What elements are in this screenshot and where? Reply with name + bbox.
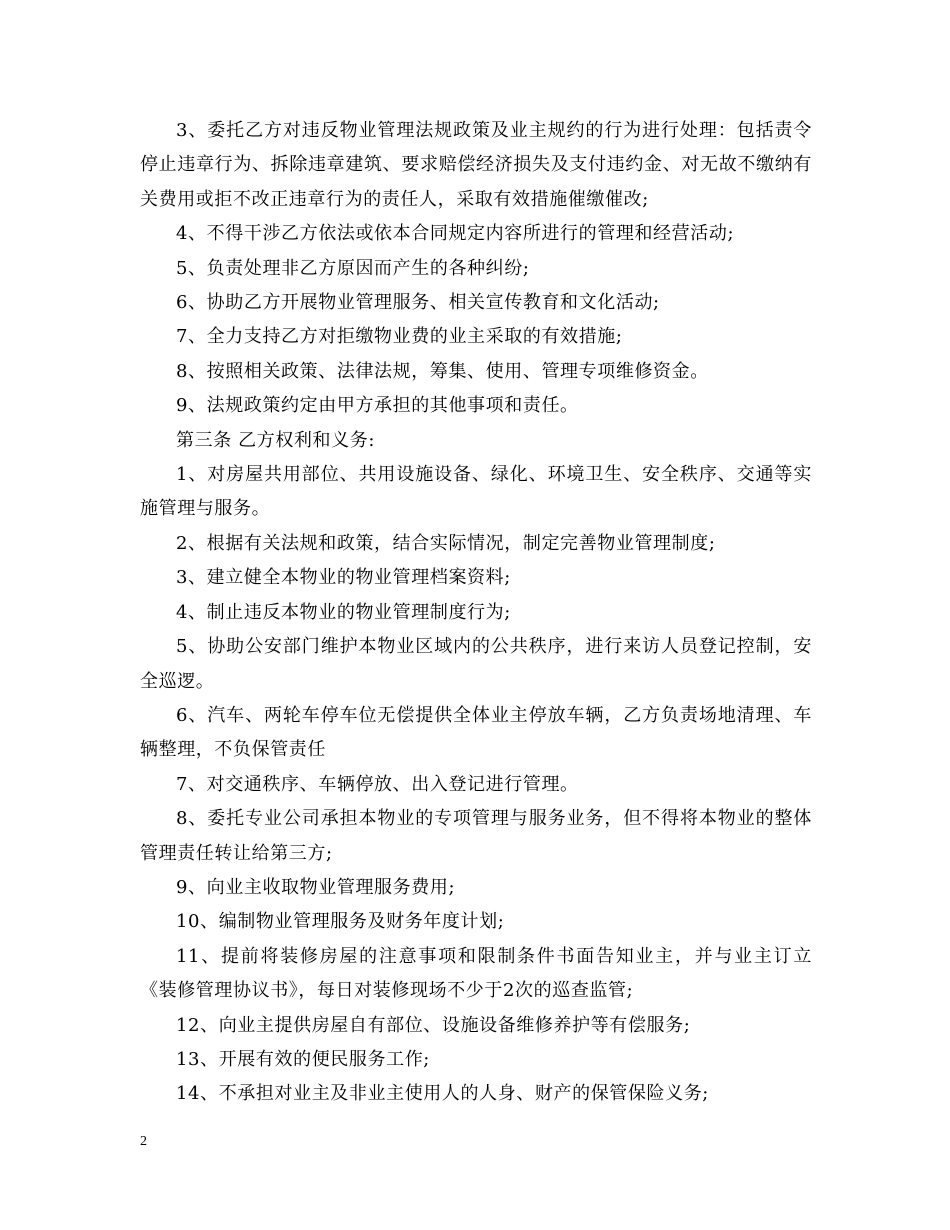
paragraph: 3、委托乙方对违反物业管理法规政策及业主规约的行为进行处理：包括责令停止违章行为、拆除违章建筑、要求赔偿经济损失及支付违约金、对无故不缴纳有关费用或拒不改正违章行为的责任人，采取有效措施催缴催改; <box>140 120 812 210</box>
paragraph: 2、根据有关法规和政策，结合实际情况，制定完善物业管理制度; <box>176 532 716 554</box>
paragraph: 7、对交通秩序、车辆停放、出入登记进行管理。 <box>176 773 579 795</box>
paragraph: 4、不得干涉乙方依法或依本合同规定内容所进行的管理和经营活动; <box>176 223 735 245</box>
paragraph: 5、协助公安部门维护本物业区域内的公共秩序，进行来访人员登记控制，安全巡逻。 <box>140 636 812 692</box>
paragraph: 13、开展有效的便民服务工作; <box>176 1048 430 1070</box>
paragraph: 5、负责处理非乙方原因而产生的各种纠纷; <box>176 257 530 279</box>
paragraph: 8、委托专业公司承担本物业的专项管理与服务业务，但不得将本物业的整体管理责任转让给第三方; <box>140 808 812 864</box>
paragraph: 9、法规政策约定由甲方承担的其他事项和责任。 <box>176 395 579 417</box>
paragraph: 14、不承担对业主及非业主使用人的人身、财产的保管保险义务; <box>176 1083 709 1105</box>
section-heading: 第三条 乙方权利和义务: <box>176 429 375 451</box>
paragraph: 7、全力支持乙方对拒缴物业费的业主采取的有效措施; <box>176 326 623 348</box>
paragraph: 1、对房屋共用部位、共用设施设备、绿化、环境卫生、安全秩序、交通等实施管理与服务。 <box>140 464 812 520</box>
paragraph: 6、协助乙方开展物业管理服务、相关宣传教育和文化活动; <box>176 292 660 314</box>
paragraph: 3、建立健全本物业的物业管理档案资料; <box>176 567 511 589</box>
paragraph: 8、按照相关政策、法律法规，筹集、使用、管理专项维修资金。 <box>176 360 709 382</box>
paragraph: 12、向业主提供房屋自有部位、设施设备维修养护等有偿服务; <box>176 1014 691 1036</box>
paragraph: 11、提前将装修房屋的注意事项和限制条件书面告知业主，并与业主订立《装修管理协议书》，每日对装修现场不少于2次的巡查监管; <box>140 945 812 1002</box>
paragraph: 10、编制物业管理服务及财务年度计划; <box>176 911 505 933</box>
paragraph: 6、汽车、两轮车停车位无偿提供全体业主停放车辆，乙方负责场地清理、车辆整理，不负保管责任 <box>140 704 812 761</box>
page-number: 2 <box>140 1134 147 1149</box>
paragraph: 4、制止违反本物业的物业管理制度行为; <box>176 601 511 623</box>
paragraph: 9、向业主收取物业管理服务费用; <box>176 876 456 898</box>
document-body <box>140 114 812 1112</box>
